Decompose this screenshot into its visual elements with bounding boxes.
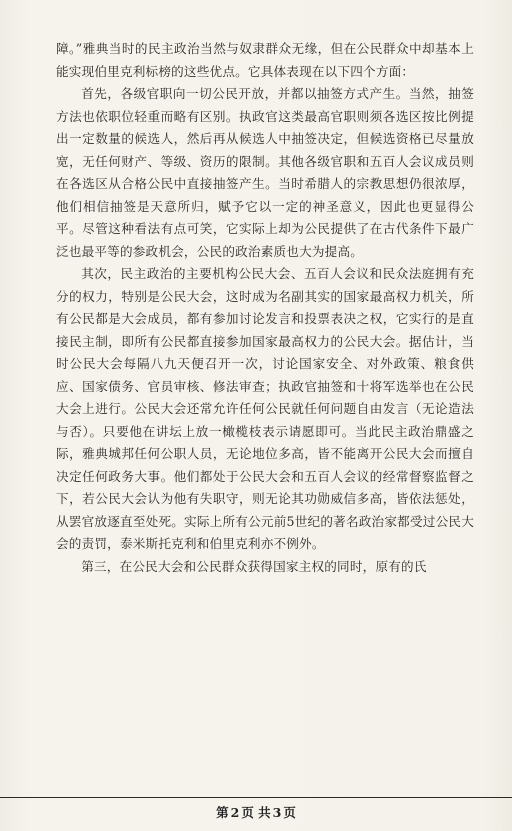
current-page-number: 2: [230, 805, 240, 820]
document-body: [56, 38, 474, 578]
total-page-number: 3: [272, 805, 282, 820]
paragraph-third-point: 第三，在公民大会和公民群众获得国家主权的同时，原有的氏: [81, 558, 427, 574]
paragraph-first-point: 首先，各级官职向一切公民开放，并都以抽签方式产生。当然，抽签方法也依职位轻重而略有区别。执政官这类最高官职则须各选区按比例提出一定数量的候选人，然后再从候选人中抽签决定，但候选资格已尽量放宽，无任何财产、等级、资历的限制。其他各级官职和五百人会议成员则在各选区从合格公民中直接抽签产生。当时希腊人的宗教思想仍很浓厚，他们相信抽签是天意所归，赋予它以一定的神圣意义，因此也更显得公平。尽管这种看法有点可笑，它实际上却为公民提供了在古代条件下最广泛也最平等的参政机会，公民的政治素质也大为提高。: [56, 86, 474, 259]
footer-divider: [0, 797, 512, 798]
paragraph-intro-continuation: 障。”雅典当时的民主政治当然与奴隶群众无缘，但在公民群众中却基本上能实现伯里克利标榜的这些优点。它具体表现在以下四个方面：: [56, 41, 474, 79]
page-footer: [0, 803, 512, 821]
footer-prefix: 第: [216, 805, 229, 820]
footer-suffix: 页: [283, 805, 296, 820]
footer-mid: 页 共: [241, 805, 271, 820]
paragraph-second-point: 其次，民主政治的主要机构公民大会、五百人会议和民众法庭拥有充分的权力，特别是公民大会，这时成为名副其实的国家最高权力机关，所有公民都是大会成员，都有参加讨论发言和投票表决之权，它实行的是直接民主制，即所有公民都直接参加国家最高权力的公民大会。据估计，当时公民大会每隔八九天便召开一次，讨论国家安全、对外政策、粮食供应、国家债务、官员审核、修法审查；执政官抽签和十将军选举也在公民大会上进行。公民大会还常允许任何公民就任何问题自由发言（无论造法与否）。只要他在讲坛上放一橄榄枝表示请愿即可。当此民主政治鼎盛之际，雅典城邦任何公职人员，无论地位多高，皆不能离开公民大会而擅自决定任何政务大事。他们都处于公民大会和五百人会议的经常督察监督之下，若公民大会认为他有失职守，则无论其功勋威信多高，皆依法惩处，从罢官放逐直至处死。实际上所有公元前5世纪的著名政治家都受过公民大会的责罚，泰米斯托克利和伯里克利亦不例外。: [56, 266, 474, 551]
